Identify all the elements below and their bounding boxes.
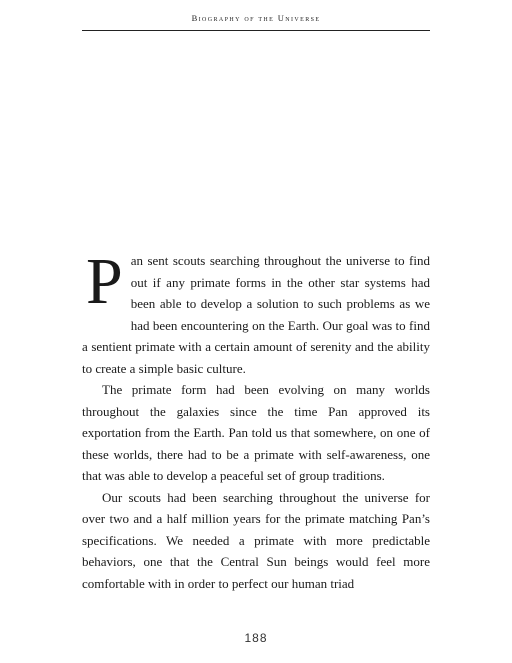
header-rule bbox=[82, 30, 430, 31]
page-number: 188 bbox=[244, 631, 268, 645]
drop-cap: P bbox=[86, 245, 123, 318]
paragraph-1 bbox=[82, 245, 430, 379]
paragraph-2: The primate form had been evolving on many worlds throughout the galaxies since the time Pan approved its exportation from the Earth. Pan told us that somewhere, on one of these worlds, there had to be a primate with self-awareness, one that was able to develop a peaceful set of group traditions. bbox=[82, 382, 430, 483]
paragraph-3: Our scouts had been searching throughout the universe for over two and a half million years for the primate matching Pan’s specifications. We needed a primate with more predictable behaviors, one that the Central Sun beings would feel more comfortable with in order to perfect our human triad bbox=[82, 489, 430, 591]
running-head: Biography of the Universe bbox=[191, 13, 321, 23]
body-text bbox=[82, 245, 430, 594]
paragraph-1-text: an sent scouts searching throughout the universe to find out if any primate forms in the other star systems had been able to develop a solution to such problems as we had been encountering on the Earth. Our goal was to find a sentient primate with a certain amount of serenity and the ability to create a simple basic culture. bbox=[82, 253, 430, 376]
